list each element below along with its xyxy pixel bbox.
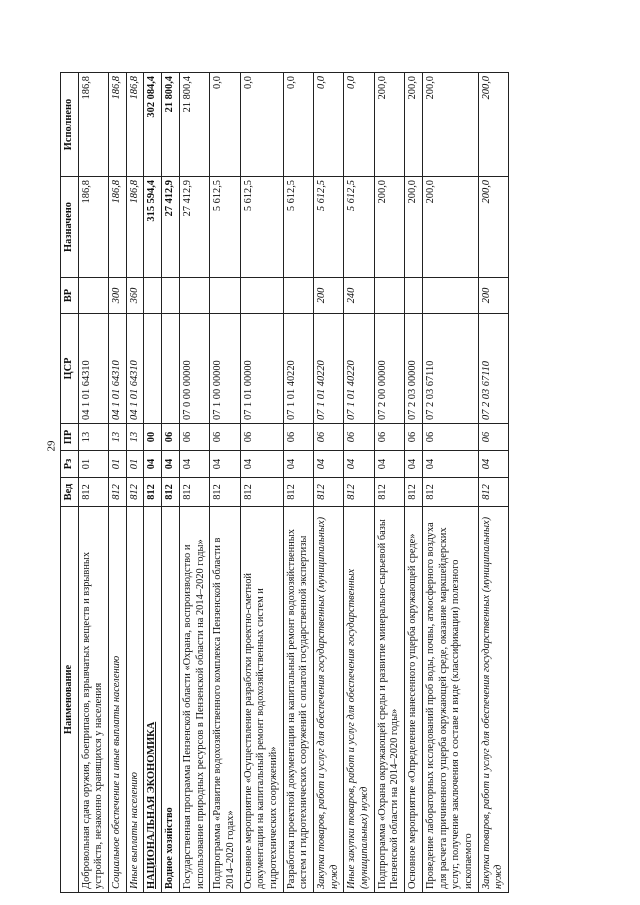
header-name: Наименование [61,507,79,893]
cell-name: Основное мероприятие «Определение нанесенного ущерба окружающей среде» [405,507,423,893]
cell-ved: 812 [283,478,313,507]
cell-executed: 200,0 [478,73,508,177]
cell-csr: 04 1 01 64310 [109,314,127,424]
cell-vr [162,278,180,314]
table-row [344,73,374,893]
cell-assigned: 27 412,9 [179,177,209,278]
cell-name: Закупка товаров, работ и услуг для обеспечения государственных (муниципальных) нужд [314,507,344,893]
cell-name: Государственная программа Пензенской области «Охрана, воспроизводство и использование природных ресурсов в Пензенской области на 2014–2020 годы» [179,507,209,893]
cell-executed: 302 084,4 [144,73,162,177]
cell-vr: 240 [344,278,374,314]
cell-executed: 186,8 [109,73,127,177]
cell-rz: 04 [240,451,283,478]
header-ved: Вед [61,478,79,507]
cell-pr: 06 [374,424,404,451]
cell-csr: 07 1 01 40220 [283,314,313,424]
cell-csr: 07 2 03 67110 [478,314,508,424]
budget-table [60,72,509,893]
cell-vr [210,278,240,314]
cell-ved: 812 [144,478,162,507]
cell-ved: 812 [179,478,209,507]
cell-executed: 0,0 [240,73,283,177]
cell-vr: 360 [126,278,144,314]
cell-pr: 06 [422,424,478,451]
cell-assigned: 186,8 [126,177,144,278]
cell-executed: 0,0 [283,73,313,177]
table-header-row [61,73,79,893]
cell-pr: 00 [144,424,162,451]
cell-ved: 812 [240,478,283,507]
cell-ved: 812 [478,478,508,507]
cell-ved: 812 [162,478,180,507]
cell-assigned: 200,0 [422,177,478,278]
table-row [109,73,127,893]
cell-pr: 06 [478,424,508,451]
cell-pr: 06 [210,424,240,451]
cell-vr [374,278,404,314]
cell-rz: 04 [210,451,240,478]
cell-assigned: 5 612,5 [344,177,374,278]
cell-assigned: 200,0 [405,177,423,278]
cell-assigned: 200,0 [478,177,508,278]
cell-name: Подпрограмма «Развитие водохозяйственного комплекса Пензенской области в 2014–2020 годах» [210,507,240,893]
cell-name: Иные выплаты населению [126,507,144,893]
header-assigned: Назначено [61,177,79,278]
cell-vr: 200 [478,278,508,314]
cell-vr [78,278,108,314]
cell-ved: 812 [374,478,404,507]
cell-rz: 04 [374,451,404,478]
cell-pr: 06 [283,424,313,451]
cell-assigned: 5 612,5 [240,177,283,278]
page-number: 29 [45,440,58,452]
cell-csr: 04 1 01 64310 [126,314,144,424]
table-row [374,73,404,893]
cell-executed: 21 800,4 [179,73,209,177]
cell-name: Подпрограмма «Охрана окружающей среды и развитие минерально-сырьевой базы Пензенской области на 2014–2020 годы» [374,507,404,893]
cell-executed: 186,8 [126,73,144,177]
cell-ved: 812 [210,478,240,507]
table-row [240,73,283,893]
cell-executed: 200,0 [405,73,423,177]
cell-pr: 06 [405,424,423,451]
cell-name: Разработка проектной документации на капитальный ремонт водохозяйственных систем и гидротехнических сооружений с оплатой государственной экспертизы [283,507,313,893]
cell-executed: 0,0 [210,73,240,177]
cell-name: Социальное обеспечение и иные выплаты населению [109,507,127,893]
cell-assigned: 315 594,4 [144,177,162,278]
table-row [179,73,209,893]
table-row [405,73,423,893]
cell-vr [179,278,209,314]
cell-name: Основное мероприятие «Осуществление разработки проектно-сметной документации на капитальный ремонт водохозяйственных систем и гидротехнических сооружений» [240,507,283,893]
cell-rz: 01 [109,451,127,478]
cell-vr [144,278,162,314]
cell-assigned: 200,0 [374,177,404,278]
cell-csr: 07 1 01 40220 [314,314,344,424]
cell-rz: 04 [344,451,374,478]
cell-pr: 06 [344,424,374,451]
cell-ved: 812 [78,478,108,507]
cell-assigned: 5 612,5 [314,177,344,278]
cell-name: Иные закупки товаров, работ и услуг для обеспечения государственных (муниципальных) нужд [344,507,374,893]
cell-ved: 812 [109,478,127,507]
header-pr: ПР [61,424,79,451]
cell-csr: 04 1 01 64310 [78,314,108,424]
table-row [162,73,180,893]
cell-pr: 13 [78,424,108,451]
rotated-page-content [60,73,600,893]
cell-vr: 300 [109,278,127,314]
cell-executed: 200,0 [422,73,478,177]
cell-vr [405,278,423,314]
cell-rz: 04 [179,451,209,478]
cell-rz: 04 [144,451,162,478]
cell-csr [144,314,162,424]
cell-csr: 07 1 01 40220 [344,314,374,424]
cell-csr: 07 0 00 00000 [179,314,209,424]
cell-pr: 06 [314,424,344,451]
cell-assigned: 186,8 [109,177,127,278]
cell-executed: 200,0 [374,73,404,177]
cell-ved: 812 [422,478,478,507]
table-body [78,73,508,893]
table-row [478,73,508,893]
cell-ved: 812 [314,478,344,507]
cell-executed: 0,0 [314,73,344,177]
cell-pr: 06 [162,424,180,451]
cell-rz: 04 [405,451,423,478]
cell-ved: 812 [344,478,374,507]
cell-rz: 04 [478,451,508,478]
cell-rz: 04 [422,451,478,478]
cell-rz: 01 [78,451,108,478]
cell-assigned: 5 612,5 [210,177,240,278]
cell-vr [240,278,283,314]
header-csr: ЦСР [61,314,79,424]
cell-name: Водное хозяйство [162,507,180,893]
table-row [314,73,344,893]
cell-assigned: 27 412,9 [162,177,180,278]
header-vr: ВР [61,278,79,314]
cell-pr: 06 [240,424,283,451]
table-row [78,73,108,893]
cell-vr [283,278,313,314]
cell-executed: 0,0 [344,73,374,177]
cell-executed: 21 800,4 [162,73,180,177]
cell-pr: 13 [126,424,144,451]
cell-vr: 200 [314,278,344,314]
table-row [144,73,162,893]
cell-csr: 07 2 03 00000 [405,314,423,424]
cell-csr [162,314,180,424]
cell-ved: 812 [405,478,423,507]
header-executed: Исполнено [61,73,79,177]
table-row [283,73,313,893]
table-row [126,73,144,893]
cell-rz: 01 [126,451,144,478]
table-row [422,73,478,893]
cell-ved: 812 [126,478,144,507]
cell-assigned: 5 612,5 [283,177,313,278]
cell-csr: 07 1 00 00000 [210,314,240,424]
cell-executed: 186,8 [78,73,108,177]
cell-pr: 13 [109,424,127,451]
cell-name: Закупка товаров, работ и услуг для обеспечения государственных (муниципальных) нужд [478,507,508,893]
cell-csr: 07 2 03 67110 [422,314,478,424]
cell-name: Добровольная сдача оружия, боеприпасов, взрывчатых веществ и взрывных устройств, незаконно хранящихся у населения [78,507,108,893]
cell-rz: 04 [162,451,180,478]
cell-name: Проведение лабораторных исследований проб воды, почвы, атмосферного воздуха для расчета причиненного ущерба окружающей среде, оказание маркшейдерских услуг, получение заключения о составе и виде (классификации) полезного ископаемого [422,507,478,893]
header-rz: Рз [61,451,79,478]
cell-assigned: 186,8 [78,177,108,278]
table-row [210,73,240,893]
cell-name: НАЦИОНАЛЬНАЯ ЭКОНОМИКА [144,507,162,893]
cell-rz: 04 [283,451,313,478]
cell-csr: 07 1 01 00000 [240,314,283,424]
cell-vr [422,278,478,314]
cell-pr: 06 [179,424,209,451]
cell-csr: 07 2 00 00000 [374,314,404,424]
cell-rz: 04 [314,451,344,478]
